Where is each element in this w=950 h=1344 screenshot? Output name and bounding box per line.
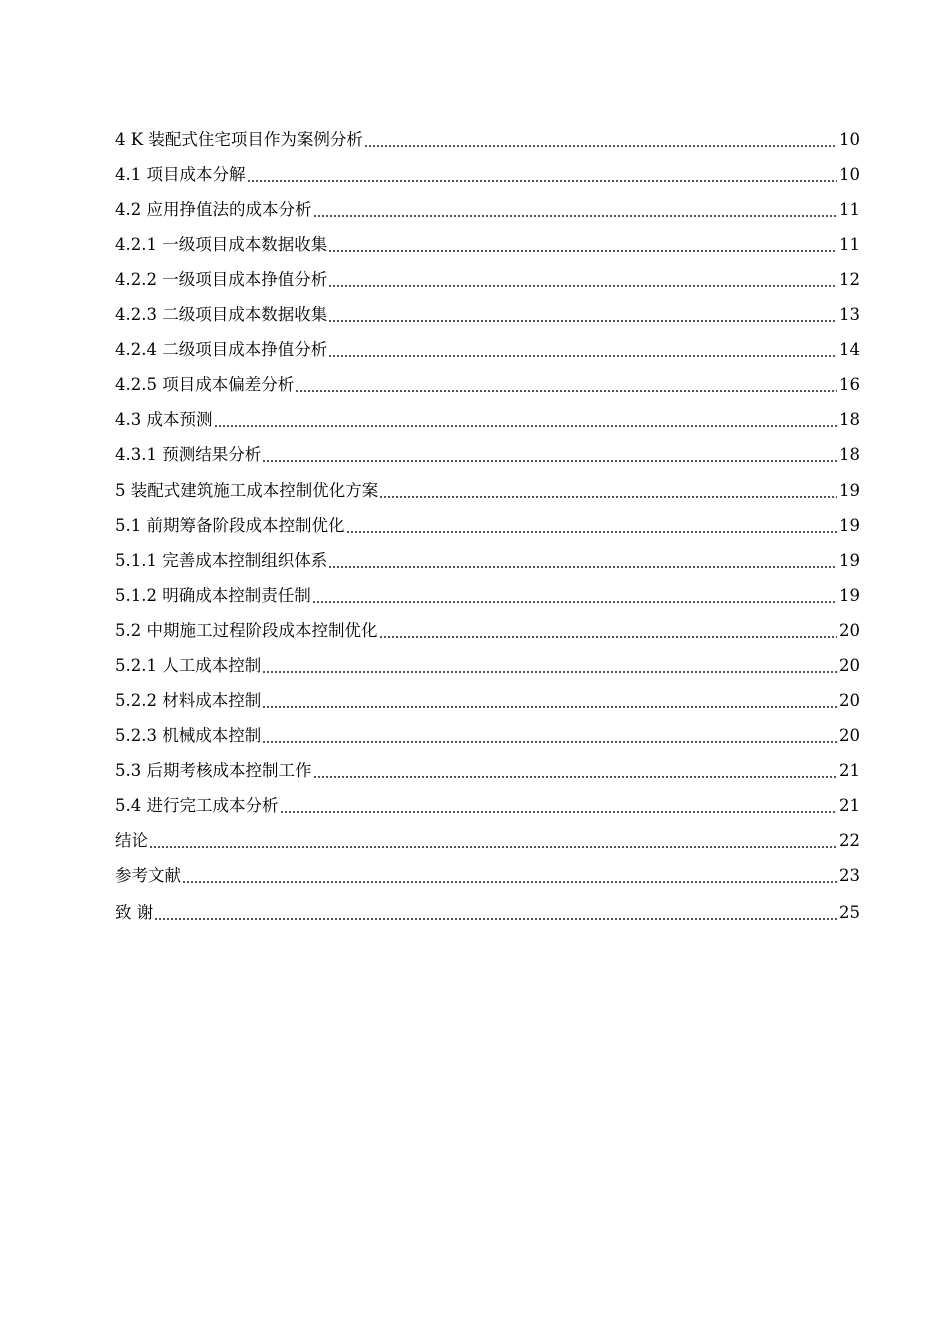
toc-entry-page-number: 19 <box>839 480 860 500</box>
toc-entry-title: 5 装配式建筑施工成本控制优化方案 <box>115 480 379 500</box>
toc-entry-page-number: 10 <box>839 165 860 185</box>
toc-entry-page-number: 19 <box>839 585 860 605</box>
toc-entry[interactable] <box>115 152 860 187</box>
toc-entry-page-number: 12 <box>839 270 860 290</box>
toc-entry-title: 4.2.3 二级项目成本数据收集 <box>115 305 328 325</box>
toc-entry[interactable] <box>115 257 860 292</box>
toc-entry-page-number: 19 <box>839 550 860 570</box>
toc-entry-page-number: 11 <box>839 235 860 255</box>
toc-entry-title: 5.3 后期考核成本控制工作 <box>115 760 312 780</box>
toc-entry-page-number: 11 <box>839 200 860 220</box>
toc-entry-title: 5.1 前期筹备阶段成本控制优化 <box>115 515 345 535</box>
toc-entry-page-number: 13 <box>839 305 860 325</box>
toc-entry-title: 4.2.4 二级项目成本挣值分析 <box>115 340 328 360</box>
toc-entry[interactable] <box>115 117 860 152</box>
toc-entry-page-number: 20 <box>839 655 860 675</box>
toc-entry[interactable] <box>115 327 860 362</box>
toc-dot-leader <box>328 250 837 252</box>
toc-entry-page-number: 22 <box>839 830 860 850</box>
toc-entry[interactable] <box>115 222 860 257</box>
toc-entry-title: 5.1.1 完善成本控制组织体系 <box>115 550 328 570</box>
toc-entry-title: 5.2.3 机械成本控制 <box>115 725 262 745</box>
toc-entry-title: 4.1 项目成本分解 <box>115 165 246 185</box>
toc-dot-leader <box>295 390 837 392</box>
toc-entry-title: 4.3 成本预测 <box>115 410 213 430</box>
toc-entry[interactable] <box>115 608 860 643</box>
toc-entry[interactable] <box>115 678 860 713</box>
toc-entry-title: 4.2 应用挣值法的成本分析 <box>115 200 312 220</box>
toc-entry-title: 致 谢 <box>115 903 154 923</box>
toc-entry[interactable] <box>115 713 860 748</box>
toc-entry[interactable] <box>115 292 860 327</box>
toc-dot-leader <box>312 601 837 603</box>
toc-dot-leader <box>214 425 838 427</box>
toc-entry-page-number: 21 <box>839 795 860 815</box>
toc-entry-title: 参考文献 <box>115 866 181 886</box>
toc-entry-page-number: 14 <box>839 340 860 360</box>
toc-entry[interactable] <box>115 503 860 538</box>
toc-dot-leader <box>313 215 838 217</box>
toc-dot-leader <box>262 460 837 462</box>
toc-entry[interactable] <box>115 573 860 608</box>
toc-entry[interactable] <box>115 888 860 925</box>
toc-dot-leader <box>149 846 837 848</box>
toc-dot-leader <box>262 706 837 708</box>
toc-dot-leader <box>247 180 838 182</box>
toc-entry-title: 结论 <box>115 830 148 850</box>
toc-dot-leader <box>346 531 838 533</box>
toc-entry[interactable] <box>115 818 860 853</box>
toc-entry[interactable] <box>115 853 860 888</box>
toc-entry-title: 4.3.1 预测结果分析 <box>115 445 262 465</box>
toc-entry-title: 5.4 进行完工成本分析 <box>115 795 279 815</box>
toc-entry-title: 4 K 装配式住宅项目作为案例分析 <box>115 130 363 150</box>
toc-dot-leader <box>313 776 838 778</box>
toc-entry-page-number: 25 <box>839 903 860 923</box>
toc-entry-page-number: 21 <box>839 760 860 780</box>
toc-entry-title: 5.2.1 人工成本控制 <box>115 655 262 675</box>
toc-entry-title: 4.2.1 一级项目成本数据收集 <box>115 235 328 255</box>
toc-entry[interactable] <box>115 187 860 222</box>
toc-entry-title: 4.2.5 项目成本偏差分析 <box>115 375 295 395</box>
toc-dot-leader <box>379 636 838 638</box>
toc-dot-leader <box>262 671 837 673</box>
toc-dot-leader <box>379 496 837 498</box>
toc-dot-leader <box>182 881 837 883</box>
toc-entry-page-number: 18 <box>839 445 860 465</box>
toc-dot-leader <box>262 741 837 743</box>
toc-dot-leader <box>328 566 837 568</box>
toc-entry-page-number: 20 <box>839 690 860 710</box>
toc-entry[interactable] <box>115 643 860 678</box>
toc-entry[interactable] <box>115 748 860 783</box>
toc-entry[interactable] <box>115 432 860 467</box>
toc-dot-leader <box>154 918 837 920</box>
toc-entry[interactable] <box>115 362 860 397</box>
toc-entry[interactable] <box>115 397 860 432</box>
table-of-contents <box>115 117 860 925</box>
toc-entry-title: 4.2.2 一级项目成本挣值分析 <box>115 270 328 290</box>
toc-dot-leader <box>328 285 837 287</box>
toc-entry[interactable] <box>115 783 860 818</box>
toc-entry-title: 5.2.2 材料成本控制 <box>115 690 262 710</box>
toc-entry-page-number: 23 <box>839 866 860 886</box>
toc-entry-page-number: 20 <box>839 725 860 745</box>
toc-dot-leader <box>280 811 838 813</box>
toc-dot-leader <box>328 355 837 357</box>
toc-entry[interactable] <box>115 467 860 502</box>
toc-entry[interactable] <box>115 538 860 573</box>
toc-entry-title: 5.1.2 明确成本控制责任制 <box>115 585 311 605</box>
toc-entry-page-number: 20 <box>839 620 860 640</box>
toc-entry-page-number: 16 <box>839 375 860 395</box>
toc-entry-page-number: 19 <box>839 515 860 535</box>
toc-entry-page-number: 10 <box>839 130 860 150</box>
toc-entry-page-number: 18 <box>839 410 860 430</box>
toc-entry-title: 5.2 中期施工过程阶段成本控制优化 <box>115 620 378 640</box>
toc-dot-leader <box>364 145 837 147</box>
toc-dot-leader <box>328 320 837 322</box>
